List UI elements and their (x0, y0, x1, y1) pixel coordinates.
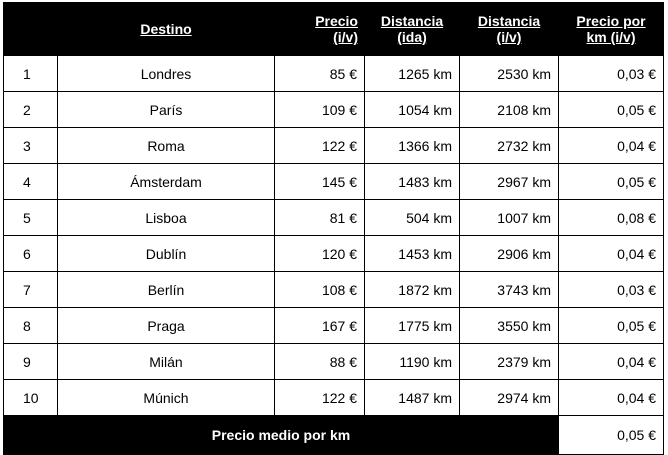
row-index: 1 (4, 56, 58, 92)
price-value: 167 € (275, 308, 365, 344)
table-row (4, 308, 664, 344)
distance-round-trip: 2530 km (460, 56, 559, 92)
distance-one-way: 1483 km (365, 164, 460, 200)
price-value: 108 € (275, 272, 365, 308)
table-row (4, 236, 664, 272)
average-price-label: Precio medio por km (4, 416, 559, 455)
distance-one-way: 1487 km (365, 380, 460, 416)
price-value: 122 € (275, 380, 365, 416)
price-value: 88 € (275, 344, 365, 380)
price-per-km-table (3, 2, 664, 455)
destination-name: París (58, 92, 275, 128)
table-row (4, 92, 664, 128)
row-index: 10 (4, 380, 58, 416)
price-per-km: 0,03 € (559, 56, 664, 92)
distance-round-trip: 2906 km (460, 236, 559, 272)
distance-round-trip: 2108 km (460, 92, 559, 128)
header-destino: Destino (58, 3, 275, 56)
row-index: 8 (4, 308, 58, 344)
price-per-km: 0,05 € (559, 164, 664, 200)
table-row (4, 164, 664, 200)
price-per-km: 0,04 € (559, 236, 664, 272)
header-precio: Precio (i/v) (275, 3, 365, 56)
destination-name: Dublín (58, 236, 275, 272)
table-row (4, 128, 664, 164)
destination-name: Múnich (58, 380, 275, 416)
distance-round-trip: 2974 km (460, 380, 559, 416)
distance-one-way: 1054 km (365, 92, 460, 128)
destination-name: Berlín (58, 272, 275, 308)
distance-one-way: 1453 km (365, 236, 460, 272)
table-body (4, 56, 664, 416)
distance-one-way: 1190 km (365, 344, 460, 380)
price-per-km: 0,05 € (559, 308, 664, 344)
price-value: 120 € (275, 236, 365, 272)
header-distancia-ida: Distancia (ida) (365, 3, 460, 56)
distance-round-trip: 2732 km (460, 128, 559, 164)
average-price-value: 0,05 € (559, 416, 664, 455)
price-per-km: 0,04 € (559, 380, 664, 416)
table-row (4, 200, 664, 236)
header-index (4, 3, 58, 56)
header-distancia-iv: Distancia (i/v) (460, 3, 559, 56)
price-per-km: 0,04 € (559, 344, 664, 380)
distance-round-trip: 3743 km (460, 272, 559, 308)
row-index: 3 (4, 128, 58, 164)
price-per-km: 0,03 € (559, 272, 664, 308)
distance-one-way: 1366 km (365, 128, 460, 164)
destination-name: Lisboa (58, 200, 275, 236)
table-header (4, 3, 664, 56)
destination-name: Milán (58, 344, 275, 380)
row-index: 5 (4, 200, 58, 236)
table-footer (4, 416, 664, 455)
table-row (4, 344, 664, 380)
header-row (4, 3, 664, 56)
distance-round-trip: 3550 km (460, 308, 559, 344)
row-index: 2 (4, 92, 58, 128)
distance-one-way: 1265 km (365, 56, 460, 92)
table-row (4, 272, 664, 308)
table-row (4, 380, 664, 416)
row-index: 7 (4, 272, 58, 308)
footer-row (4, 416, 664, 455)
distance-round-trip: 2379 km (460, 344, 559, 380)
distance-round-trip: 1007 km (460, 200, 559, 236)
row-index: 6 (4, 236, 58, 272)
price-value: 85 € (275, 56, 365, 92)
destination-name: Ámsterdam (58, 164, 275, 200)
destination-name: Praga (58, 308, 275, 344)
price-value: 122 € (275, 128, 365, 164)
table-row (4, 56, 664, 92)
distance-round-trip: 2967 km (460, 164, 559, 200)
price-value: 81 € (275, 200, 365, 236)
price-value: 109 € (275, 92, 365, 128)
price-per-km: 0,04 € (559, 128, 664, 164)
price-per-km: 0,08 € (559, 200, 664, 236)
distance-one-way: 1775 km (365, 308, 460, 344)
row-index: 4 (4, 164, 58, 200)
destination-name: Londres (58, 56, 275, 92)
header-precio-por-km: Precio por km (i/v) (559, 3, 664, 56)
row-index: 9 (4, 344, 58, 380)
distance-one-way: 504 km (365, 200, 460, 236)
price-value: 145 € (275, 164, 365, 200)
distance-one-way: 1872 km (365, 272, 460, 308)
destination-name: Roma (58, 128, 275, 164)
price-per-km: 0,05 € (559, 92, 664, 128)
